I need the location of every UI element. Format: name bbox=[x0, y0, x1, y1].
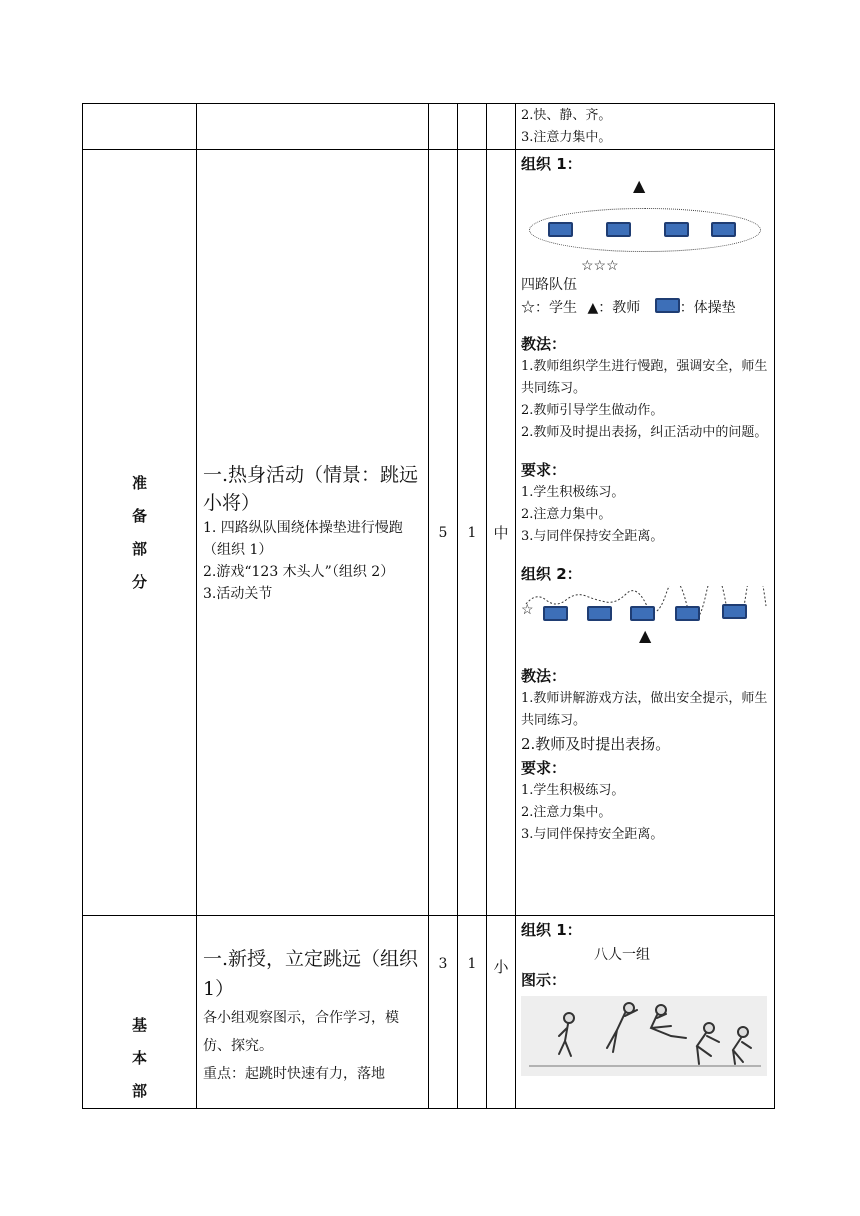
basic-content-p1: 各小组观察图示，合作学习，模仿、探究。 bbox=[203, 1010, 399, 1054]
org2-diagram bbox=[521, 586, 774, 650]
prep-time: 5 bbox=[429, 150, 458, 916]
prep-times: 1 bbox=[458, 150, 487, 916]
basic-content bbox=[197, 916, 429, 1109]
prep-intensity: 中 bbox=[487, 150, 516, 916]
mat-icon bbox=[587, 606, 612, 621]
req1-title: 要求： bbox=[521, 461, 567, 479]
basic-time: 3 bbox=[429, 916, 458, 1109]
method2-title: 教法： bbox=[521, 667, 567, 685]
figure-title: 图示： bbox=[521, 971, 567, 989]
group-note: 八人一组 bbox=[594, 947, 650, 963]
student-star-icon: ☆ bbox=[521, 602, 534, 618]
prep-content-title: 一.热身活动（情景：跳远小将） bbox=[203, 463, 419, 514]
org1-diagram bbox=[521, 176, 774, 274]
teacher-triangle-icon: ▲ bbox=[639, 626, 652, 645]
basic-content-p2: 重点：起跳时快速有力，落地 bbox=[203, 1066, 385, 1082]
method1-item: 2.教师引导学生做动作。 bbox=[521, 403, 664, 418]
mat-icon bbox=[606, 222, 631, 237]
section-cell-empty bbox=[83, 104, 197, 150]
prep-item: 1. 四路纵队围绕体操垫进行慢跑（组织 1） bbox=[203, 519, 403, 558]
mat-icon bbox=[543, 606, 568, 621]
basic-organization bbox=[516, 916, 775, 1109]
req1-item: 3.与同伴保持安全距离。 bbox=[521, 529, 664, 544]
legend-teacher: ▲：教师 bbox=[587, 300, 641, 316]
students-stars-icon: ☆☆☆ bbox=[581, 258, 619, 274]
basic-org1-title: 组织 1： bbox=[521, 921, 582, 939]
req2-title: 要求： bbox=[521, 759, 567, 777]
legend-mat: ：体操垫 bbox=[679, 300, 736, 316]
method2-item-large: 2.教师及时提出表扬。 bbox=[521, 735, 671, 753]
req1-item: 1.学生积极练习。 bbox=[521, 485, 625, 500]
mat-icon bbox=[655, 298, 680, 313]
prep-item: 3.活动关节 bbox=[203, 585, 273, 602]
basic-times: 1 bbox=[458, 916, 487, 1109]
req1-item: 2.注意力集中。 bbox=[521, 507, 612, 522]
req-line: 3.注意力集中。 bbox=[521, 130, 612, 145]
requirement-cell bbox=[516, 104, 775, 150]
req2-item: 2.注意力集中。 bbox=[521, 805, 612, 820]
req2-item: 3.与同伴保持安全距离。 bbox=[521, 827, 664, 842]
org2-title: 组织 2： bbox=[521, 565, 582, 583]
section-prep: 准 备 部 分 bbox=[83, 150, 197, 916]
legend-student: ☆：学生 bbox=[521, 300, 577, 316]
basic-row bbox=[83, 916, 775, 1109]
req-line: 2.快、静、齐。 bbox=[521, 108, 612, 123]
mat-icon bbox=[675, 606, 700, 621]
basic-intensity: 小 bbox=[487, 916, 516, 1109]
lesson-plan-table bbox=[82, 103, 775, 1109]
standing-long-jump-figure bbox=[521, 996, 767, 1076]
formation-label: 四路队伍 bbox=[521, 277, 577, 293]
mat-icon bbox=[711, 222, 736, 237]
mat-icon bbox=[722, 604, 747, 619]
jump-illustration bbox=[521, 996, 767, 1076]
teacher-triangle-icon: ▲ bbox=[633, 176, 646, 195]
top-row bbox=[83, 104, 775, 150]
prep-row bbox=[83, 150, 775, 916]
req2-item: 1.学生积极练习。 bbox=[521, 783, 625, 798]
prep-item: 2.游戏“123 木头人”（组织 2） bbox=[203, 563, 395, 580]
mat-icon bbox=[664, 222, 689, 237]
content-cell-empty bbox=[197, 104, 429, 150]
prep-organization bbox=[516, 150, 775, 916]
legend bbox=[521, 296, 774, 320]
method1-item: 2.教师及时提出表扬，纠正活动中的问题。 bbox=[521, 425, 768, 440]
mat-icon bbox=[630, 606, 655, 621]
method1-item: 1.教师组织学生进行慢跑，强调安全，师生共同练习。 bbox=[521, 359, 768, 396]
org1-title: 组织 1： bbox=[521, 155, 582, 173]
prep-content bbox=[197, 150, 429, 916]
mat-icon bbox=[548, 222, 573, 237]
method2-item: 1.教师讲解游戏方法，做出安全提示，师生共同练习。 bbox=[521, 691, 768, 728]
method1-title: 教法： bbox=[521, 335, 567, 353]
basic-content-title: 一.新授，立定跳远（组织 1） bbox=[203, 948, 419, 1000]
section-basic: 基 本 部 bbox=[83, 916, 197, 1109]
